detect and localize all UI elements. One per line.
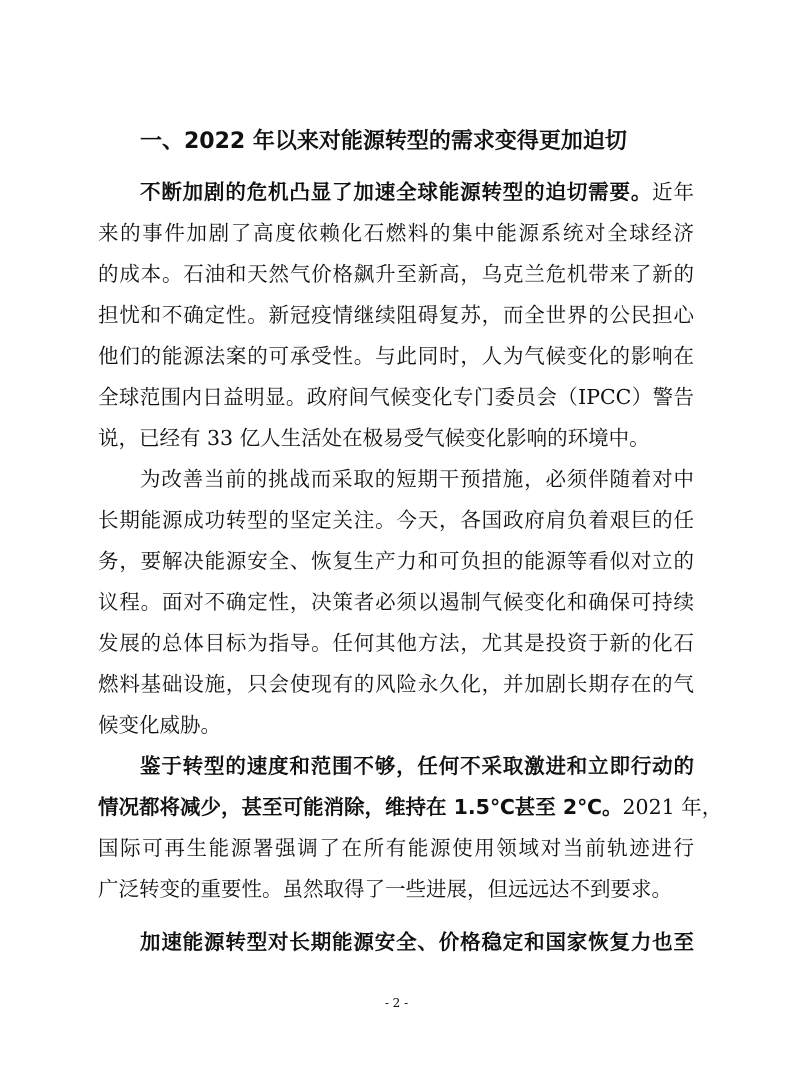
section-heading: 一、2022 年以来对能源转型的需求变得更加迫切 [140, 129, 627, 154]
paragraph-line [98, 295, 694, 335]
paragraph-line [98, 623, 694, 663]
paragraph-line [98, 254, 694, 294]
paragraph-line [98, 582, 694, 622]
line-text: 说，已经有 33 亿人生活处在极易受气候变化影响的环境中。 [98, 426, 650, 450]
bold-lead-sentence: 情况都将减少，甚至可能消除，维持在 1.5℃甚至 2℃。 [98, 795, 623, 819]
page-number: - 2 - [384, 996, 409, 1010]
line-text: 他们的能源法案的可承受性。与此同时，人为气候变化的影响在 [98, 344, 694, 368]
line-text: 近年 [652, 180, 695, 204]
paragraph-line [98, 787, 723, 827]
line-text: 全球范围内日益明显。政府间气候变化专门委员会（IPCC）警告 [98, 385, 694, 409]
bold-lead-sentence: 加速能源转型对长期能源安全、价格稳定和国家恢复力也至 [140, 930, 694, 954]
line-text: 的成本。石油和天然气价格飙升至新高，乌克兰危机带来了新的 [98, 262, 694, 286]
paragraph-line [98, 705, 694, 745]
paragraph-line [98, 213, 694, 253]
line-text: 国际可再生能源署强调了在所有能源使用领域对当前轨迹进行 [98, 836, 694, 860]
paragraph-line [98, 828, 694, 868]
line-text: 来的事件加剧了高度依赖化石燃料的集中能源系统对全球经济 [98, 221, 694, 245]
paragraph-line [98, 377, 694, 417]
line-text: 候变化威胁。 [98, 713, 221, 737]
paragraph-line [140, 172, 694, 212]
line-text: 议程。面对不确定性，决策者必须以遏制气候变化和确保可持续 [98, 590, 694, 614]
line-text: 广泛转变的重要性。虽然取得了一些进展，但远远达不到要求。 [98, 877, 672, 901]
line-text: 担忧和不确定性。新冠疫情继续阻碍复苏，而全世界的公民担心 [98, 303, 694, 327]
line-text: 2021 年， [622, 795, 723, 819]
bold-lead-sentence: 不断加剧的危机凸显了加速全球能源转型的迫切需要。 [140, 180, 653, 204]
line-text: 长期能源成功转型的坚定关注。今天，各国政府肩负着艰巨的任 [98, 508, 694, 532]
paragraph-line [98, 418, 694, 458]
paragraph-line [140, 459, 694, 499]
line-text: 务，要解决能源安全、恢复生产力和可负担的能源等看似对立的 [98, 549, 694, 573]
bold-lead-sentence: 鉴于转型的速度和范围不够，任何不采取激进和立即行动的 [140, 754, 694, 778]
paragraph-line [98, 664, 694, 704]
paragraph-line [140, 922, 694, 962]
paragraph-line [98, 869, 694, 909]
paragraph-line [140, 746, 694, 786]
paragraph-line [98, 500, 694, 540]
paragraph-line [98, 541, 694, 581]
line-text: 发展的总体目标为指导。任何其他方法，尤其是投资于新的化石 [98, 631, 694, 655]
paragraph-line [98, 336, 694, 376]
line-text: 燃料基础设施，只会使现有的风险永久化，并加剧长期存在的气 [98, 672, 694, 696]
line-text: 为改善当前的挑战而采取的短期干预措施，必须伴随着对中 [140, 467, 694, 491]
